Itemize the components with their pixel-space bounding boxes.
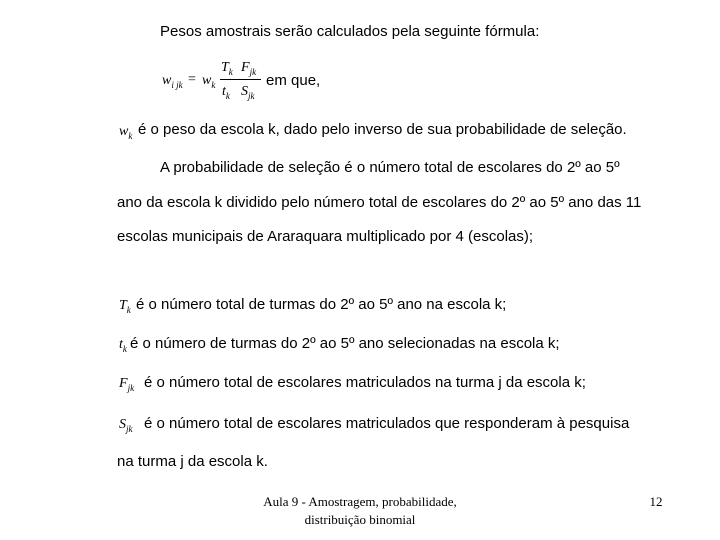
formula-lhs: $w_{i jk}$	[162, 73, 183, 90]
formula-numerator-Fjk: $F_{jk}$	[241, 60, 257, 77]
def-Fjk-symbol: $F_{jk}$	[119, 376, 135, 393]
formula-fraction-bar	[220, 79, 261, 80]
formula-heading: Pesos amostrais serão calculados pela seguinte fórmula:	[160, 23, 540, 40]
footer-title	[230, 493, 490, 529]
def-Tk-symbol: $T_k$	[119, 298, 131, 315]
def-Sjk-text: é o número total de escolares matriculados que responderam à pesquisa	[144, 415, 630, 432]
def-Sjk-text-cont: na turma j da escola k.	[117, 453, 268, 470]
def-wk-text: é o peso da escola k, dado pelo inverso de sua probabilidade de seleção.	[138, 121, 627, 138]
def-tk-text: é o número de turmas do 2º ao 5º ano selecionadas na escola k;	[130, 335, 560, 352]
footer-title-line-2: distribuição binomial	[304, 512, 416, 527]
page-number: 12	[649, 494, 663, 509]
formula-denominator-tk: $t_k$	[222, 84, 230, 101]
formula-em-que: em que,	[266, 72, 321, 89]
def-Sjk-symbol: $S_{jk}$	[119, 417, 133, 434]
formula-denominator-Sjk: $S_{jk}$	[241, 84, 255, 101]
def-tk-symbol: $t_k$	[119, 337, 127, 354]
prob-line-3: escolas municipais de Araraquara multiplicado por 4 (escolas);	[117, 228, 534, 245]
formula-numerator-Tk: $T_k$	[221, 60, 233, 77]
prob-line-2: ano da escola k dividido pelo número total de escolares do 2º ao 5º ano das 11	[117, 194, 642, 211]
def-wk-symbol: $w_k$	[119, 124, 133, 141]
formula-wk: $w_k$	[202, 73, 216, 90]
prob-line-1: A probabilidade de seleção é o número total de escolares do 2º ao 5º	[160, 159, 620, 176]
def-Fjk-text: é o número total de escolares matriculados na turma j da escola k;	[144, 374, 586, 391]
formula-equals: =	[188, 72, 196, 87]
footer-title-line-1: Aula 9 - Amostragem, probabilidade,	[263, 494, 457, 509]
def-Tk-text: é o número total de turmas do 2º ao 5º ano na escola k;	[136, 296, 507, 313]
